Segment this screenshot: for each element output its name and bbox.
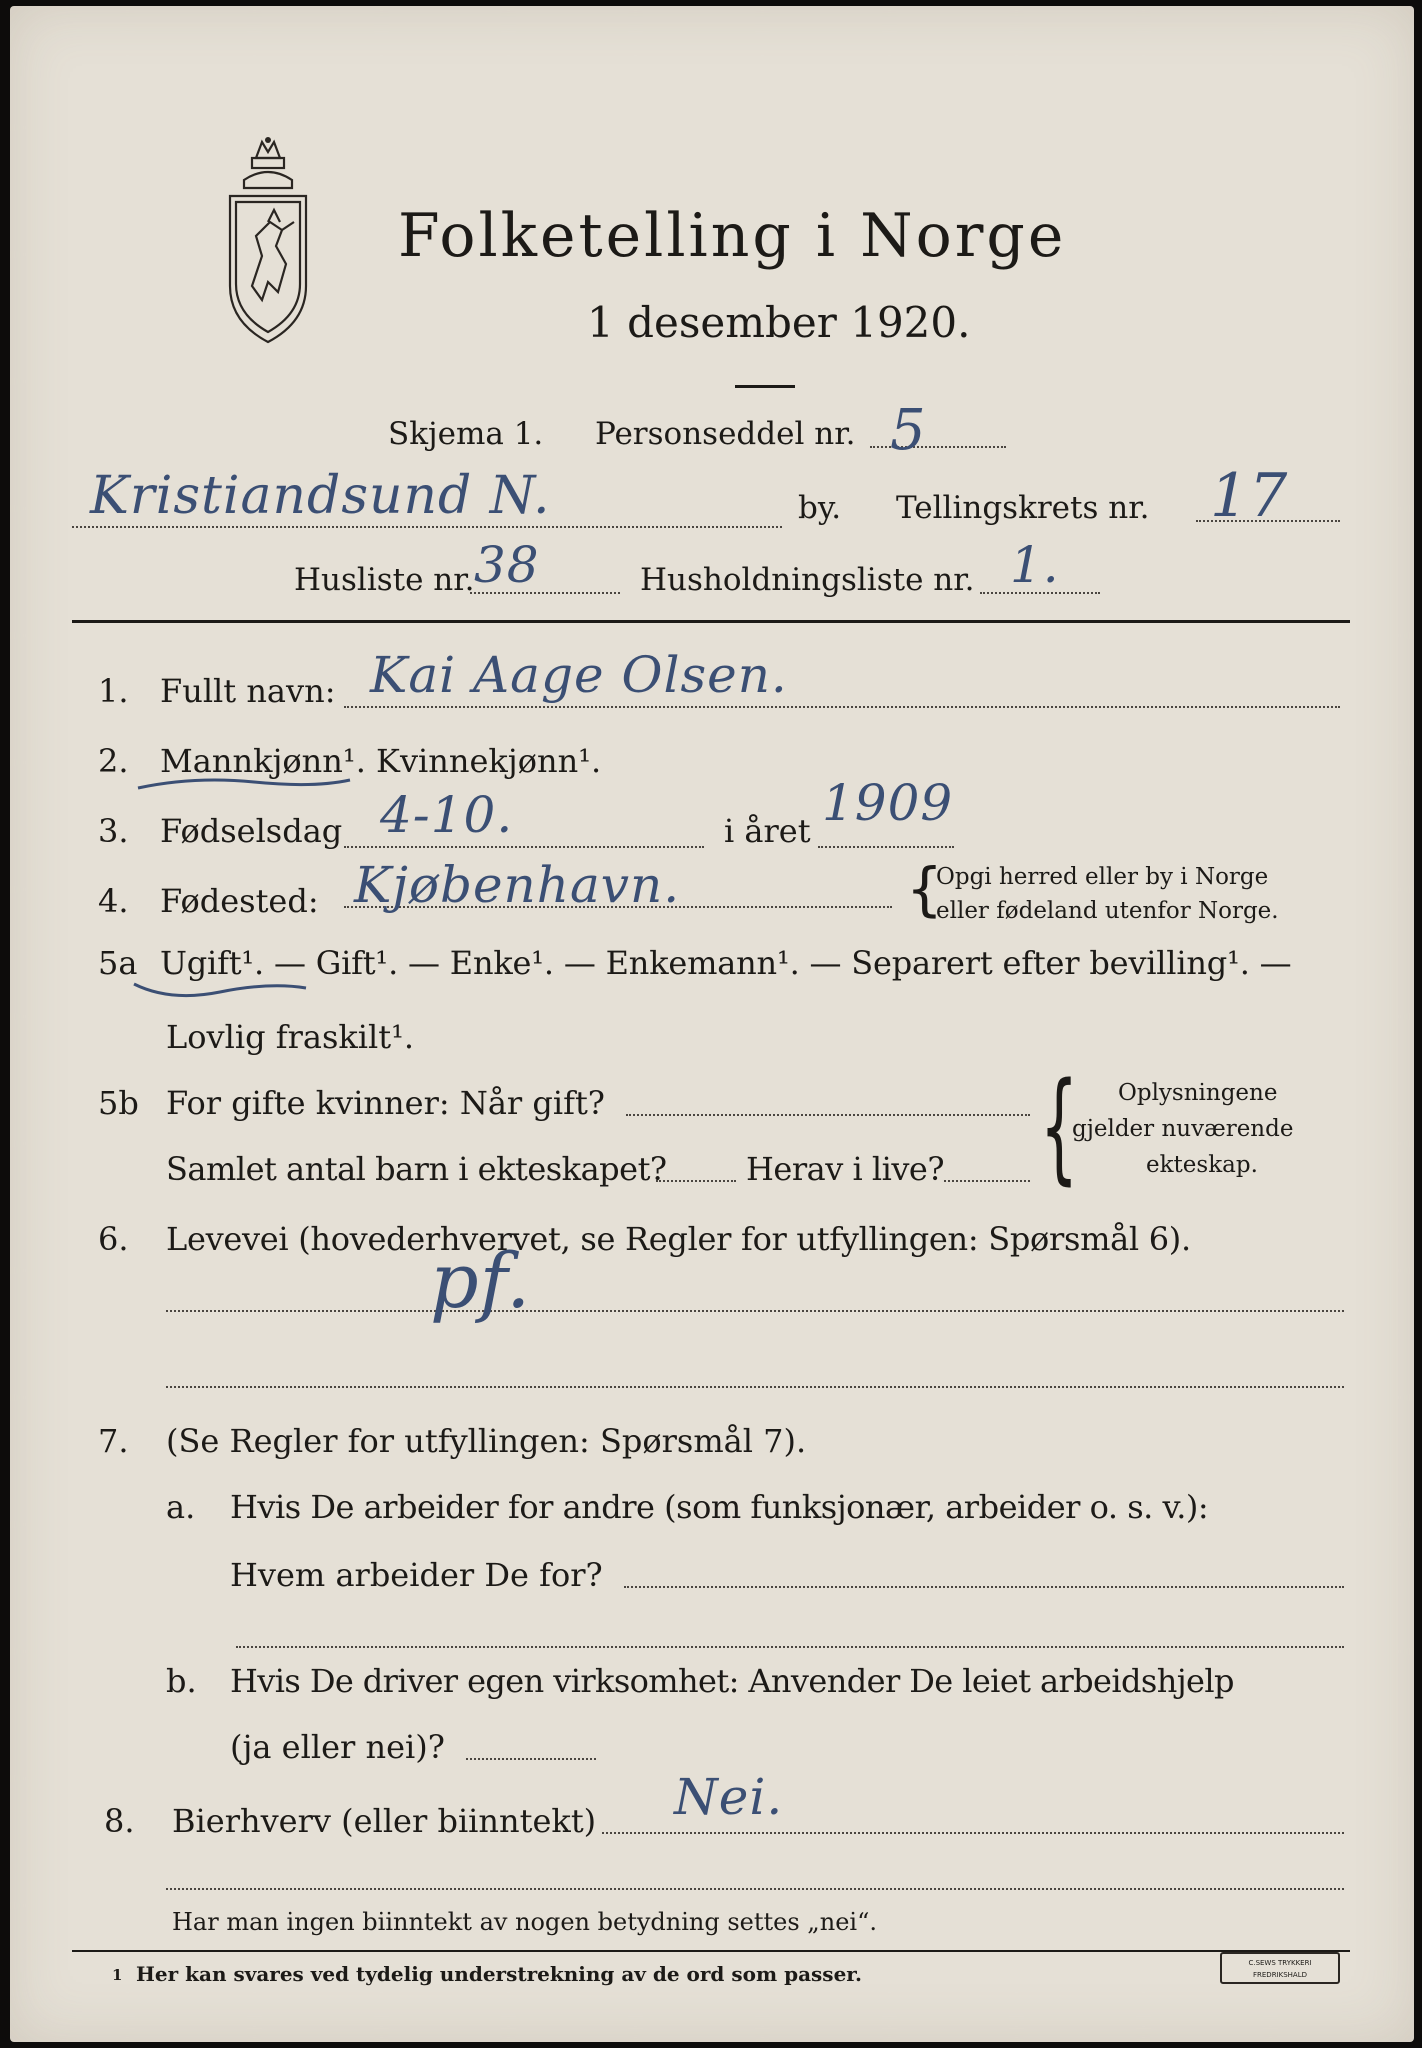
husliste-value[interactable]: 38 xyxy=(474,536,540,594)
footer-divider xyxy=(72,1950,1350,1952)
q7a-label: Hvis De arbeider for andre (som funksjonær, arbeider o. s. v.): xyxy=(230,1488,1209,1526)
q5b-note-line-3: ekteskap. xyxy=(1146,1152,1258,1178)
q2-label: Mannkjønn¹. Kvinnekjønn¹. xyxy=(160,742,602,780)
by-label: by. xyxy=(798,490,842,526)
q6-number: 6. xyxy=(98,1220,129,1258)
footnote-text: Her kan svares ved tydelig understrekning av de ord som passer. xyxy=(136,1962,862,1986)
side-income-note: Har man ingen biinntekt av nogen betydning settes „nei“. xyxy=(172,1908,877,1936)
q4-note-brace: { xyxy=(906,855,943,923)
q3-label: Fødselsdag xyxy=(160,812,343,850)
ugift-underline xyxy=(130,976,310,1002)
title-divider xyxy=(735,385,795,388)
q4-note-line-1: Opgi herred eller by i Norge xyxy=(936,864,1269,890)
husholdningsliste-value[interactable]: 1. xyxy=(1010,536,1060,594)
tellingskrets-label: Tellingskrets nr. xyxy=(896,490,1150,526)
occupation-value[interactable]: pf. xyxy=(430,1236,532,1325)
birth-year-value[interactable]: 1909 xyxy=(822,774,954,832)
tellingskrets-value[interactable]: 17 xyxy=(1210,461,1289,531)
q7b-label: Hvis De driver egen virksomhet: Anvender De leiet arbeidshjelp xyxy=(230,1662,1234,1700)
personseddel-label: Personseddel nr. xyxy=(595,416,856,452)
header-divider xyxy=(72,620,1350,623)
q5b-label-3: Herav i live? xyxy=(746,1150,945,1188)
husliste-label: Husliste nr. xyxy=(294,562,475,598)
q5a-label: Ugift¹. — Gift¹. — Enke¹. — Enkemann¹. — Separert efter bevilling¹. — xyxy=(160,944,1292,982)
form-title: Folketelling i Norge xyxy=(398,201,1067,271)
q1-number: 1. xyxy=(98,672,129,710)
mannkjonn-underline xyxy=(134,774,354,794)
q8-number: 8. xyxy=(104,1802,135,1840)
q5a-label-2: Lovlig fraskilt¹. xyxy=(166,1018,415,1056)
q5a-number: 5a xyxy=(98,944,138,982)
husholdningsliste-label: Husholdningsliste nr. xyxy=(640,562,975,598)
full-name-value[interactable]: Kai Aage Olsen. xyxy=(370,646,788,704)
q5b-note-brace: { xyxy=(1040,1058,1079,1197)
q5b-note-line-2: gjelder nuværende xyxy=(1072,1116,1294,1142)
birthdate-value[interactable]: 4-10. xyxy=(380,786,514,844)
q8-label: Bierhverv (eller biinntekt) xyxy=(172,1802,597,1840)
q4-label: Fødested: xyxy=(160,882,319,920)
norwegian-coat-of-arms-icon xyxy=(222,136,314,346)
q5b-label-2: Samlet antal barn i ekteskapet? xyxy=(166,1150,667,1188)
q6-label: Levevei (hovederhvervet, se Regler for utfyllingen: Spørsmål 6). xyxy=(166,1220,1191,1258)
printer-stamp: C.SEWS TRYKKERI FREDRIKSHALD xyxy=(1220,1952,1340,1984)
q2-number: 2. xyxy=(98,742,129,780)
census-form-page xyxy=(10,6,1414,2042)
q5b-number: 5b xyxy=(98,1084,139,1122)
q5b-note-line-1: Oplysningene xyxy=(1118,1080,1278,1106)
q7a-label-2: Hvem arbeider De for? xyxy=(230,1556,603,1594)
q1-label: Fullt navn: xyxy=(160,672,336,710)
skjema-label: Skjema 1. xyxy=(388,416,544,452)
census-date: 1 desember 1920. xyxy=(587,298,971,347)
q7-label: (Se Regler for utfyllingen: Spørsmål 7). xyxy=(166,1422,807,1460)
q7a-number: a. xyxy=(166,1488,196,1526)
by-value[interactable]: Kristiandsund N. xyxy=(90,466,551,526)
q4-number: 4. xyxy=(98,882,129,920)
q7b-number: b. xyxy=(166,1662,197,1700)
personseddel-value[interactable]: 5 xyxy=(890,398,927,463)
q3-number: 3. xyxy=(98,812,129,850)
q7b-label-2: (ja eller nei)? xyxy=(230,1728,445,1766)
side-income-value[interactable]: Nei. xyxy=(674,1768,784,1826)
q5b-label: For gifte kvinner: Når gift? xyxy=(166,1084,605,1122)
birthplace-value[interactable]: Kjøbenhavn. xyxy=(354,856,681,914)
q3-year-label: i året xyxy=(724,812,811,850)
q4-note-line-2: eller fødeland utenfor Norge. xyxy=(936,898,1279,924)
footnote-marker: 1 xyxy=(112,1966,123,1984)
q7-number: 7. xyxy=(98,1422,129,1460)
